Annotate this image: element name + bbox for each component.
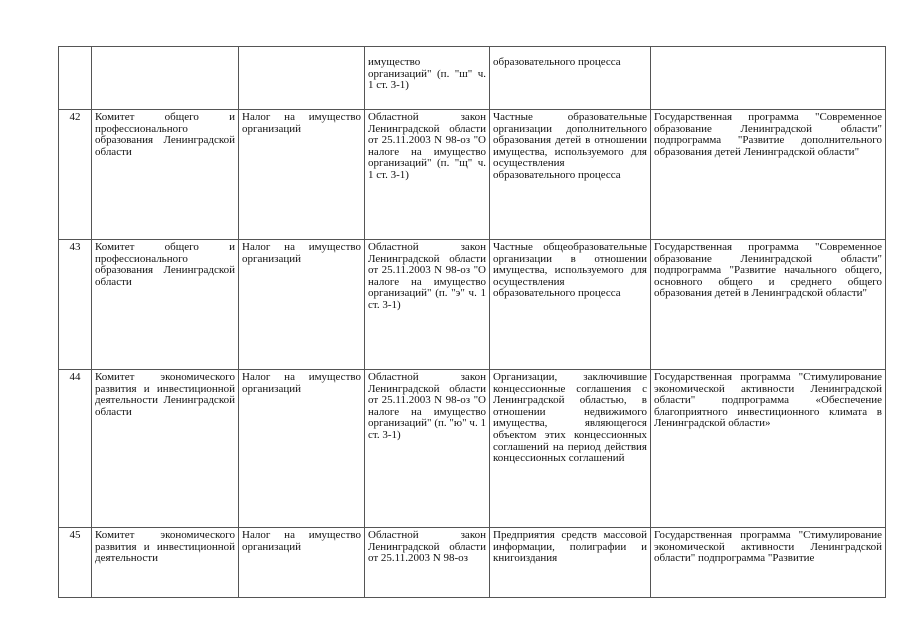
tax-type-cell: Налог на имущество организаций (239, 240, 365, 370)
beneficiary-category-cell: Частные общеобразовательные организации в отношении имущества, используемого для осуществления образовательного процесса (490, 240, 651, 370)
responsible-body-cell: Комитет экономического развития и инвестиционной деятельности Ленинградской области (92, 370, 239, 528)
legal-basis-cell (365, 47, 490, 110)
state-program-cell: Государственная программа "Современное образование Ленинградской области" подпрограмма "Развитие начального общего, основного общего и среднего общего образования детей в Ленинградской области" (651, 240, 886, 370)
table-row (59, 47, 886, 110)
legal-basis-cell: Областной закон Ленинградской области от 25.11.2003 N 98-оз "О налоге на имущество организаций" (п. "э" ч. 1 ст. 3-1) (365, 240, 490, 370)
row-number: 44 (59, 370, 92, 528)
beneficiary-category-text: образовательного процесса (493, 56, 621, 68)
responsible-body-cell: Комитет общего и профессионального образования Ленинградской области (92, 240, 239, 370)
row-number: 43 (59, 240, 92, 370)
beneficiary-category-cell (490, 47, 651, 110)
legal-basis-cell: Областной закон Ленинградской области от 25.11.2003 N 98-оз "О налоге на имущество организаций" (п. "щ" ч. 1 ст. 3-1) (365, 110, 490, 240)
beneficiary-category-cell: Предприятия средств массовой информации, полиграфии и книгоиздания (490, 528, 651, 598)
table-row (59, 528, 886, 598)
row-number (59, 47, 92, 110)
state-program-cell: Государственная программа "Стимулирование экономической активности Ленинградской области" подпрограмма «Обеспечение благоприятного инвестиционного климата в Ленинградской области» (651, 370, 886, 528)
state-program-cell: Государственная программа "Современное образование Ленинградской области" подпрограмма "Развитие дополнительного образования детей Ленинградской области" (651, 110, 886, 240)
tax-type-cell: Налог на имущество организаций (239, 110, 365, 240)
state-program-cell: Государственная программа "Стимулирование экономической активности Ленинградской области" подпрограмма "Развитие (651, 528, 886, 598)
legal-basis-cell: Областной закон Ленинградской области от 25.11.2003 N 98-оз (365, 528, 490, 598)
beneficiary-category-cell: Частные образовательные организации дополнительного образования детей в отношении имущества, используемого для осуществления образовательного процесса (490, 110, 651, 240)
tax-type-cell (239, 47, 365, 110)
table-row (59, 240, 886, 370)
tax-type-cell: Налог на имущество организаций (239, 370, 365, 528)
state-program-cell (651, 47, 886, 110)
table-row (59, 110, 886, 240)
responsible-body-cell: Комитет экономического развития и инвестиционной деятельности (92, 528, 239, 598)
responsible-body-cell (92, 47, 239, 110)
beneficiary-category-cell: Организации, заключившие концессионные соглашения с Ленинградской областью, в отношении недвижимого имущества, являющегося объектом этих концессионных соглашений на период действия концессионных соглашений (490, 370, 651, 528)
row-number: 45 (59, 528, 92, 598)
legal-basis-text: имущество организаций" (п. "ш" ч. 1 ст. 3-1) (368, 56, 486, 92)
benefits-table (58, 46, 886, 598)
row-number: 42 (59, 110, 92, 240)
responsible-body-cell: Комитет общего и профессионального образования Ленинградской области (92, 110, 239, 240)
tax-type-cell: Налог на имущество организаций (239, 528, 365, 598)
table-row (59, 370, 886, 528)
legal-basis-cell: Областной закон Ленинградской области от 25.11.2003 N 98-оз "О налоге на имущество организаций" (п. "ю" ч. 1 ст. 3-1) (365, 370, 490, 528)
